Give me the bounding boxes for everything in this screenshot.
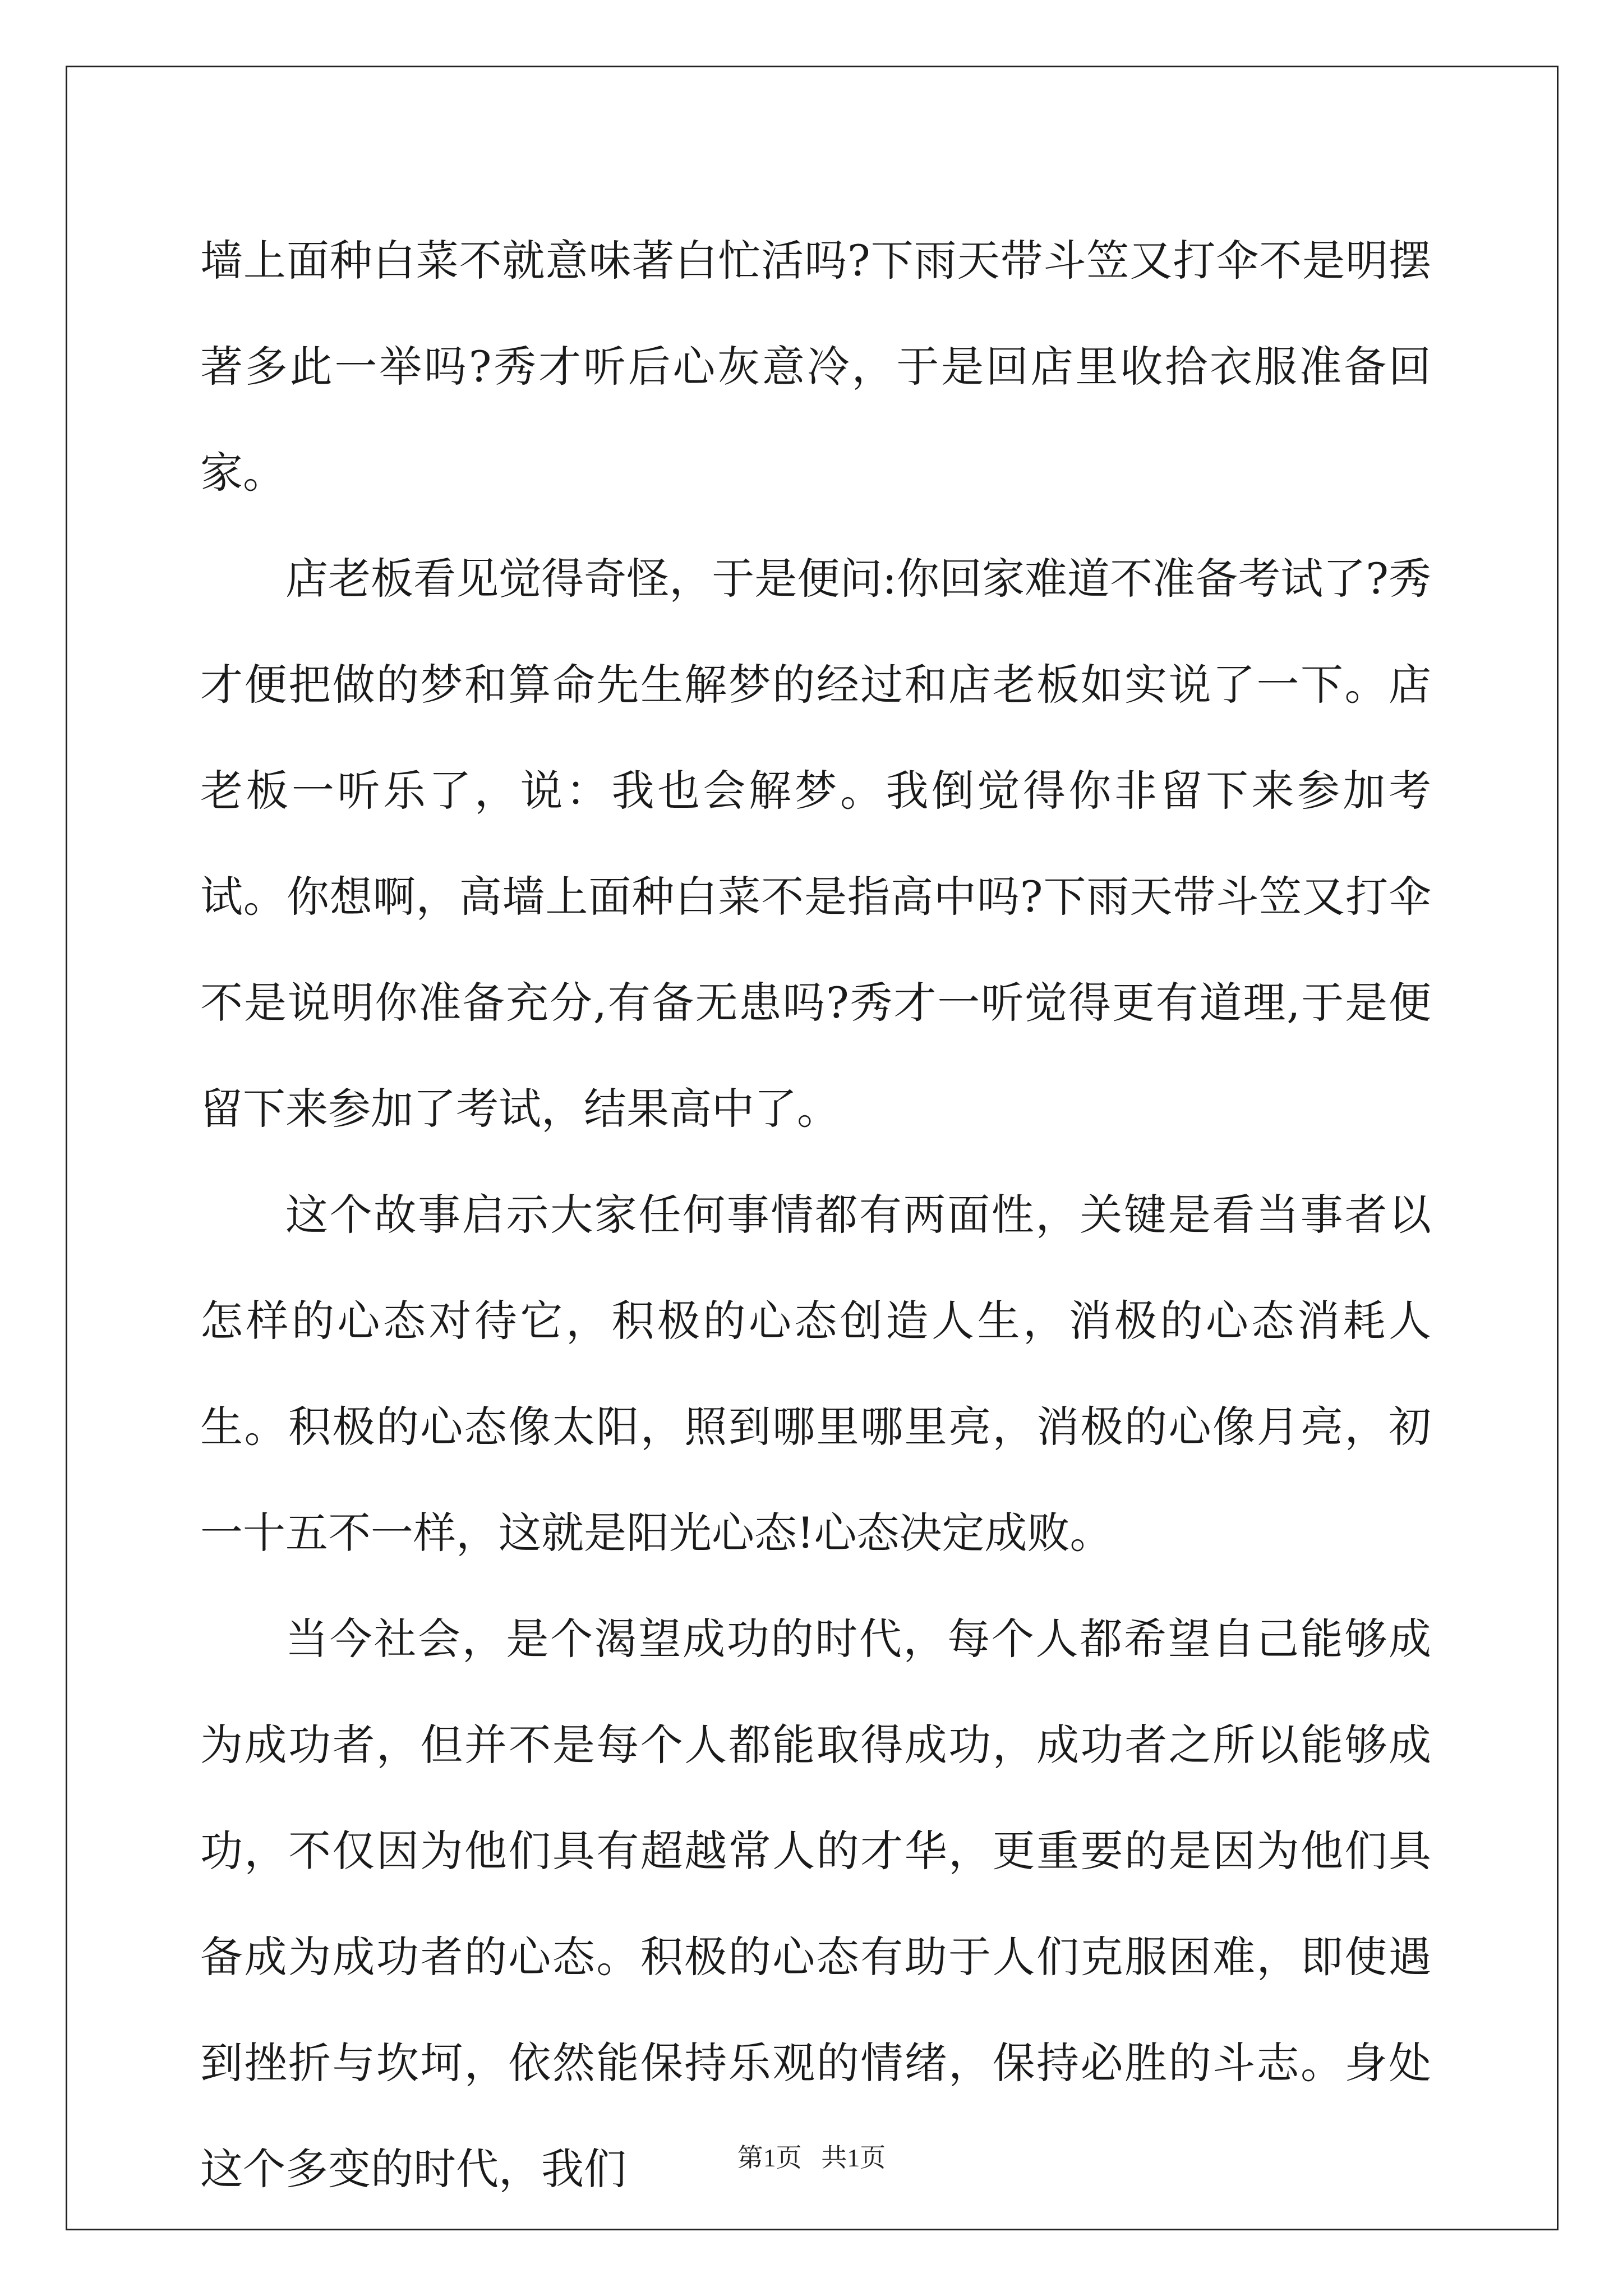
paragraph-1: 墙上面种白菜不就意味著白忙活吗?下雨天带斗笠又打伞不是明摆著多此一举吗?秀才听后心灰意冷，于是回店里收拾衣服准备回家。	[200, 236, 1431, 498]
page-footer: 第1页 共1页	[737, 2143, 886, 2172]
paragraph-3: 这个故事启示大家任何事情都有两面性，关键是看当事者以怎样的心态对待它，积极的心态创造人生，消极的心态消耗人生。积极的心态像太阳，照到哪里哪里亮，消极的心像月亮，初一十五不一样，这就是阳光心态!心态决定成败。	[200, 1190, 1431, 1558]
paragraph-2: 店老板看见觉得奇怪，于是便问:你回家难道不准备考试了?秀才便把做的梦和算命先生解梦的经过和店老板如实说了一下。店老板一听乐了，说：我也会解梦。我倒觉得你非留下来参加考试。你想啊，高墙上面种白菜不是指高中吗?下雨天带斗笠又打伞不是说明你准备充分,有备无患吗?秀才一听觉得更有道理,于是便留下来参加了考试，结果高中了。	[200, 554, 1431, 1134]
document-body	[200, 208, 1431, 2222]
paragraph-4: 当今社会，是个渴望成功的时代，每个人都希望自己能够成为成功者，但并不是每个人都能取得成功，成功者之所以能够成功，不仅因为他们具有超越常人的才华，更重要的是因为他们具备成为成功者的心态。积极的心态有助于人们克服困难，即使遇到挫折与坎坷，依然能保持乐观的情绪，保持必胜的斗志。身处这个多变的时代，我们	[200, 1614, 1431, 2194]
